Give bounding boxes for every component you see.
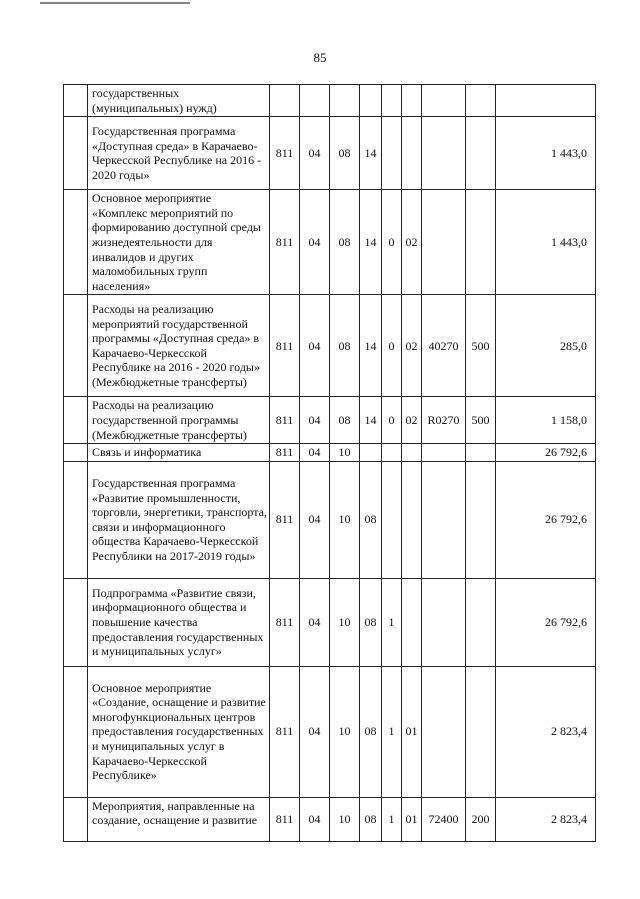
row-code-cell-pr bbox=[330, 85, 360, 117]
row-code-cell-p1: 08 bbox=[360, 578, 382, 666]
row-code-cell-p2: 0 bbox=[382, 190, 402, 295]
row-margin-cell bbox=[64, 797, 88, 841]
row-sum-cell: 2 823,4 bbox=[496, 797, 596, 841]
row-code-cell-p4 bbox=[422, 85, 466, 117]
row-code-cell-p3 bbox=[402, 461, 422, 578]
row-code-cell-pr: 08 bbox=[330, 117, 360, 190]
row-code-cell-vr bbox=[466, 666, 496, 797]
row-code-cell-p1 bbox=[360, 444, 382, 462]
row-margin-cell bbox=[64, 397, 88, 444]
row-sum-cell: 285,0 bbox=[496, 295, 596, 397]
row-margin-cell bbox=[64, 190, 88, 295]
table-row bbox=[64, 117, 596, 190]
row-code-cell-rz: 04 bbox=[300, 461, 330, 578]
row-sum-cell: 1 443,0 bbox=[496, 117, 596, 190]
row-sum-cell: 26 792,6 bbox=[496, 578, 596, 666]
row-code-cell-gr bbox=[270, 85, 300, 117]
row-code-cell-p4: 72400 bbox=[422, 797, 466, 841]
row-code-cell-vr bbox=[466, 444, 496, 462]
row-code-cell-gr: 811 bbox=[270, 797, 300, 841]
row-code-cell-p1: 08 bbox=[360, 666, 382, 797]
row-name-cell: Мероприятия, направленные на создание, оснащение и развитие bbox=[88, 797, 270, 841]
row-name-cell: Подпрограмма «Развитие связи, информационного общества и повышение качества предоставления государственных и муниципальных услуг» bbox=[88, 578, 270, 666]
table-row bbox=[64, 295, 596, 397]
row-code-cell-p1 bbox=[360, 85, 382, 117]
row-code-cell-p2 bbox=[382, 117, 402, 190]
row-code-cell-vr bbox=[466, 190, 496, 295]
row-code-cell-vr: 500 bbox=[466, 397, 496, 444]
row-code-cell-p1: 08 bbox=[360, 461, 382, 578]
row-code-cell-gr: 811 bbox=[270, 295, 300, 397]
row-code-cell-pr: 10 bbox=[330, 666, 360, 797]
table-row bbox=[64, 461, 596, 578]
row-code-cell-rz: 04 bbox=[300, 295, 330, 397]
row-margin-cell bbox=[64, 461, 88, 578]
row-code-cell-gr: 811 bbox=[270, 666, 300, 797]
row-sum-cell: 2 823,4 bbox=[496, 666, 596, 797]
row-code-cell-vr bbox=[466, 85, 496, 117]
row-code-cell-rz: 04 bbox=[300, 397, 330, 444]
row-code-cell-p1: 14 bbox=[360, 397, 382, 444]
row-code-cell-p1: 14 bbox=[360, 190, 382, 295]
row-code-cell-p3: 01 bbox=[402, 666, 422, 797]
scan-artifact-line bbox=[40, 2, 190, 4]
row-code-cell-pr: 10 bbox=[330, 578, 360, 666]
row-name-cell: государственных (муниципальных) нужд) bbox=[88, 85, 270, 117]
row-name-cell: Государственная программа «Развитие промышленности, торговли, энергетики, транспорта, связи и информационного общества Карачаево-Черкесской Республики на 2017-2019 годы» bbox=[88, 461, 270, 578]
row-code-cell-gr: 811 bbox=[270, 578, 300, 666]
row-name-cell: Основное мероприятие «Комплекс мероприятий по формированию доступной среды жизнедеятельности для инвалидов и других маломобильных групп населения» bbox=[88, 190, 270, 295]
row-code-cell-p3: 02 bbox=[402, 295, 422, 397]
row-code-cell-gr: 811 bbox=[270, 397, 300, 444]
row-code-cell-p4 bbox=[422, 666, 466, 797]
row-margin-cell bbox=[64, 295, 88, 397]
row-code-cell-p2: 1 bbox=[382, 666, 402, 797]
table-row bbox=[64, 190, 596, 295]
row-code-cell-p2: 0 bbox=[382, 397, 402, 444]
row-code-cell-p1: 14 bbox=[360, 117, 382, 190]
row-name-cell: Расходы на реализацию мероприятий государственной программы «Доступная среда» в Карачаево-Черкесской Республике на 2016 - 2020 годы» (Межбюджетные трансферты) bbox=[88, 295, 270, 397]
row-code-cell-p2: 1 bbox=[382, 797, 402, 841]
row-code-cell-rz bbox=[300, 85, 330, 117]
row-code-cell-gr: 811 bbox=[270, 190, 300, 295]
row-code-cell-p2: 1 bbox=[382, 578, 402, 666]
row-code-cell-p3 bbox=[402, 117, 422, 190]
row-code-cell-rz: 04 bbox=[300, 117, 330, 190]
row-margin-cell bbox=[64, 117, 88, 190]
row-code-cell-vr: 200 bbox=[466, 797, 496, 841]
table-row bbox=[64, 397, 596, 444]
row-code-cell-rz: 04 bbox=[300, 190, 330, 295]
row-code-cell-p4 bbox=[422, 190, 466, 295]
table-row bbox=[64, 85, 596, 117]
budget-table bbox=[63, 84, 596, 842]
row-margin-cell bbox=[64, 666, 88, 797]
row-code-cell-p2 bbox=[382, 85, 402, 117]
row-code-cell-pr: 10 bbox=[330, 444, 360, 462]
table-row bbox=[64, 444, 596, 462]
row-code-cell-gr: 811 bbox=[270, 117, 300, 190]
row-name-cell: Расходы на реализацию государственной программы (Межбюджетные трансферты) bbox=[88, 397, 270, 444]
row-code-cell-rz: 04 bbox=[300, 578, 330, 666]
row-code-cell-p1: 08 bbox=[360, 797, 382, 841]
row-code-cell-p4: 40270 bbox=[422, 295, 466, 397]
row-code-cell-gr: 811 bbox=[270, 444, 300, 462]
table-row bbox=[64, 578, 596, 666]
row-sum-cell bbox=[496, 85, 596, 117]
row-name-cell: Связь и информатика bbox=[88, 444, 270, 462]
row-code-cell-p3: 01 bbox=[402, 797, 422, 841]
row-name-cell: Государственная программа «Доступная среда» в Карачаево-Черкесской Республике на 2016 - 2020 годы» bbox=[88, 117, 270, 190]
row-code-cell-vr bbox=[466, 117, 496, 190]
row-code-cell-pr: 10 bbox=[330, 797, 360, 841]
table-row bbox=[64, 797, 596, 841]
row-code-cell-p2 bbox=[382, 461, 402, 578]
row-code-cell-p4: R0270 bbox=[422, 397, 466, 444]
row-sum-cell: 1 443,0 bbox=[496, 190, 596, 295]
row-code-cell-p4 bbox=[422, 578, 466, 666]
row-code-cell-p3: 02 bbox=[402, 397, 422, 444]
row-margin-cell bbox=[64, 444, 88, 462]
row-margin-cell bbox=[64, 85, 88, 117]
row-code-cell-vr: 500 bbox=[466, 295, 496, 397]
row-code-cell-gr: 811 bbox=[270, 461, 300, 578]
row-code-cell-pr: 10 bbox=[330, 461, 360, 578]
row-sum-cell: 26 792,6 bbox=[496, 461, 596, 578]
row-code-cell-vr bbox=[466, 461, 496, 578]
row-code-cell-p3 bbox=[402, 85, 422, 117]
page-number: 85 bbox=[313, 50, 327, 65]
row-code-cell-p4 bbox=[422, 461, 466, 578]
row-code-cell-p2: 0 bbox=[382, 295, 402, 397]
row-margin-cell bbox=[64, 578, 88, 666]
row-code-cell-p2 bbox=[382, 444, 402, 462]
row-sum-cell: 1 158,0 bbox=[496, 397, 596, 444]
row-name-cell: Основное мероприятие «Создание, оснащение и развитие многофункциональных центров предоставления государственных и муниципальных услуг в Карачаево-Черкесской Республике» bbox=[88, 666, 270, 797]
row-sum-cell: 26 792,6 bbox=[496, 444, 596, 462]
row-code-cell-p4 bbox=[422, 444, 466, 462]
row-code-cell-rz: 04 bbox=[300, 797, 330, 841]
row-code-cell-p3 bbox=[402, 444, 422, 462]
row-code-cell-pr: 08 bbox=[330, 397, 360, 444]
table-row bbox=[64, 666, 596, 797]
row-code-cell-rz: 04 bbox=[300, 666, 330, 797]
row-code-cell-pr: 08 bbox=[330, 190, 360, 295]
row-code-cell-p4 bbox=[422, 117, 466, 190]
row-code-cell-vr bbox=[466, 578, 496, 666]
row-code-cell-pr: 08 bbox=[330, 295, 360, 397]
row-code-cell-p3 bbox=[402, 578, 422, 666]
row-code-cell-rz: 04 bbox=[300, 444, 330, 462]
row-code-cell-p1: 14 bbox=[360, 295, 382, 397]
row-code-cell-p3: 02 bbox=[402, 190, 422, 295]
